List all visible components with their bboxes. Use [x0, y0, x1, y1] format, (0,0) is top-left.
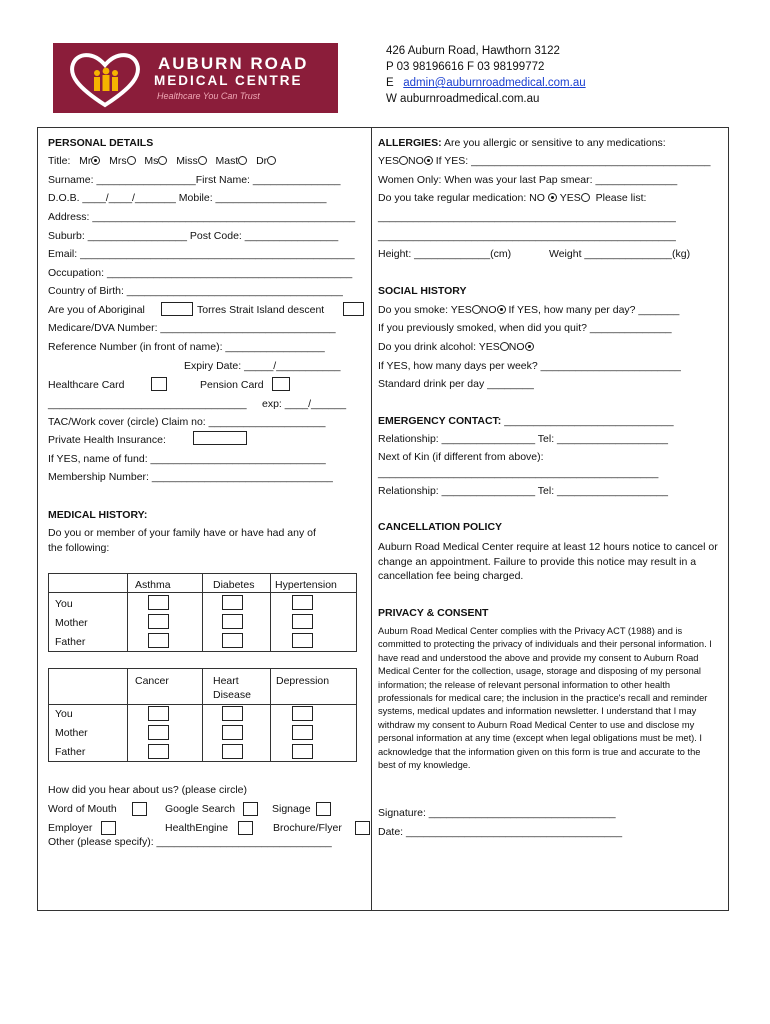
row-mother: Mother [55, 727, 88, 739]
brochure-label: Brochure/Flyer [273, 822, 342, 834]
email-link[interactable]: admin@auburnroadmedical.com.au [403, 77, 586, 89]
allergy-yes-label: YES [378, 155, 400, 167]
contact-web: W auburnroadmedical.com.au [386, 93, 540, 105]
alcohol-no-radio[interactable] [525, 342, 534, 351]
healthengine-checkbox[interactable] [238, 821, 253, 835]
contact-email-row [386, 77, 586, 89]
emergency-heading: EMERGENCY CONTACT: [378, 415, 502, 427]
title-ms-label: Ms [144, 155, 159, 167]
title-miss-label: Miss [176, 155, 198, 167]
smoke-row [378, 304, 679, 316]
table1-col-rule [127, 573, 128, 652]
medical-question-line2: the following: [48, 542, 110, 554]
torres-label: Torres Strait Island descent [197, 304, 325, 316]
medication-yes-label: YES [559, 192, 581, 204]
alcohol-row [378, 341, 534, 353]
row-father: Father [55, 636, 86, 648]
suburb-field[interactable]: Suburb: _________________ Post Code: ________________ [48, 230, 339, 242]
allergy-no-label: NO [408, 155, 424, 167]
allergies-question: Are you allergic or sensitive to any medications: [443, 137, 666, 149]
signage-label: Signage [272, 803, 311, 815]
quit-field[interactable]: If you previously smoked, when did you quit? ______________ [378, 322, 672, 334]
heart-mother-checkbox[interactable] [222, 725, 243, 740]
google-search-label: Google Search [165, 803, 236, 815]
hypertension-father-checkbox[interactable] [292, 633, 313, 648]
medication-yes-radio[interactable] [581, 193, 590, 202]
logo-tagline: Healthcare You Can Trust [157, 91, 260, 101]
relationship2-field[interactable]: Relationship: ________________ Tel: ___________________ [378, 485, 668, 497]
occupation-field[interactable]: Occupation: __________________________________________ [48, 267, 353, 279]
hypertension-you-checkbox[interactable] [292, 595, 313, 610]
standard-drink-field[interactable]: Standard drink per day ________ [378, 378, 534, 390]
cancer-mother-checkbox[interactable] [148, 725, 169, 740]
cancellation-heading: CANCELLATION POLICY [378, 521, 503, 533]
title-dr-radio[interactable] [267, 156, 276, 165]
surname-field[interactable]: Surname: _________________First Name: _______________ [48, 174, 341, 186]
email-field[interactable]: Email: _______________________________________________ [48, 248, 355, 260]
contact-phone-fax: P 03 98196616 F 03 98199772 [386, 61, 545, 73]
smoke-how-many-field[interactable]: If YES, how many per day? _______ [508, 304, 680, 316]
asthma-mother-checkbox[interactable] [148, 614, 169, 629]
col-diabetes: Diabetes [213, 579, 255, 591]
title-label: Title: [48, 155, 71, 167]
torres-checkbox[interactable] [343, 302, 364, 316]
email-prefix: E [386, 77, 394, 89]
row-you: You [55, 708, 73, 720]
word-of-mouth-label: Word of Mouth [48, 803, 117, 815]
col-disease: Disease [213, 689, 251, 701]
clinic-logo [53, 43, 338, 113]
title-miss-radio[interactable] [198, 156, 207, 165]
height-field[interactable]: Height: _____________(cm) [378, 248, 512, 260]
hypertension-mother-checkbox[interactable] [292, 614, 313, 629]
allergy-yes-radio[interactable] [399, 156, 408, 165]
brochure-checkbox[interactable] [355, 821, 370, 835]
allergies-row [378, 137, 666, 149]
signage-checkbox[interactable] [316, 802, 331, 816]
emergency-field[interactable]: _____________________________ [504, 415, 674, 427]
privacy-text: Auburn Road Medical Center complies with the Privacy ACT (1988) and is committed to protecting the privacy of individuals and their personal information. I have read and understood the above and provide my consent to Auburn Road Medical Center for the collection, usage, storage and disposing of my personal information; the release of relevant personal information to other health professionals for medical care; the inclusion in the practice's recall and reminder systems, medical updates and information newsletter. I understand that I may withdraw my consent to Auburn Road Medical Center to use and disclose my personal information at any time (except when legal obligations must be met). I acknowledge that the information given on this form is true and accurate to the best of my knowledge. [378, 626, 712, 771]
diabetes-father-checkbox[interactable] [222, 633, 243, 648]
row-mother: Mother [55, 617, 88, 629]
hear-question: How did you hear about us? (please circle) [48, 784, 248, 796]
diabetes-mother-checkbox[interactable] [222, 614, 243, 629]
contact-address: 426 Auburn Road, Hawthorn 3122 [386, 45, 560, 57]
private-insurance-label: Private Health Insurance: [48, 434, 166, 446]
alcohol-label: Do you drink alcohol: YES [378, 341, 500, 353]
medication-label: Do you take regular medication: NO [378, 192, 545, 204]
weight-field[interactable]: Weight _______________(kg) [549, 248, 691, 260]
medication-no-radio[interactable] [548, 193, 557, 202]
smoke-no-radio[interactable] [497, 305, 506, 314]
col-asthma: Asthma [135, 579, 171, 591]
cancellation-text: Auburn Road Medical Center require at least 12 hours notice to cancel or change an appointment. Failure to provide this notice may result in a cancellation fee being charged. [378, 541, 718, 582]
pap-smear-field[interactable]: Women Only: When was your last Pap smear: ______________ [378, 174, 678, 186]
smoke-label: Do you smoke: YES [378, 304, 472, 316]
next-of-kin-line[interactable]: ________________________________________________ [378, 467, 659, 479]
employer-checkbox[interactable] [101, 821, 116, 835]
medication-list-line[interactable]: ___________________________________________________ [378, 230, 676, 242]
allergies-heading: ALLERGIES: [378, 137, 442, 149]
medical-question-line1: Do you or member of your family have or have had any of [48, 527, 316, 539]
please-list-label: Please list: [595, 192, 647, 204]
title-mrs-label: Mrs [109, 155, 127, 167]
title-mast-radio[interactable] [238, 156, 247, 165]
depression-father-checkbox[interactable] [292, 744, 313, 759]
pension-card-checkbox[interactable] [272, 377, 290, 391]
medicare-field[interactable]: Medicare/DVA Number: ______________________________ [48, 322, 336, 334]
table2-col-rule [127, 668, 128, 762]
heart-you-checkbox[interactable] [222, 706, 243, 721]
private-insurance-box[interactable] [193, 431, 247, 445]
column-divider [371, 127, 372, 911]
title-mrs-radio[interactable] [127, 156, 136, 165]
emergency-row [378, 415, 674, 427]
aboriginal-label: Are you of Aboriginal [48, 304, 145, 316]
tac-field[interactable]: TAC/Work cover (circle) Claim no: ____________________ [48, 416, 326, 428]
card-exp-field[interactable]: exp: ____/______ [262, 398, 347, 410]
logo-line2: MEDICAL CENTRE [154, 73, 303, 88]
title-mr-label: Mr [79, 155, 92, 167]
pension-card-label: Pension Card [200, 379, 264, 391]
other-field[interactable]: Other (please specify): ______________________________ [48, 836, 332, 848]
reference-field[interactable]: Reference Number (in front of name): _________________ [48, 341, 325, 353]
cancer-father-checkbox[interactable] [148, 744, 169, 759]
personal-details-heading: PERSONAL DETAILS [48, 137, 154, 149]
cancer-you-checkbox[interactable] [148, 706, 169, 721]
privacy-heading: PRIVACY & CONSENT [378, 607, 489, 619]
depression-you-checkbox[interactable] [292, 706, 313, 721]
col-heart: Heart [213, 675, 239, 687]
title-row [48, 155, 276, 167]
dob-field[interactable]: D.O.B. ____/____/_______ Mobile: ___________________ [48, 192, 327, 204]
table2-col-rule [202, 668, 203, 762]
title-dr-label: Dr [256, 155, 268, 167]
logo-line1: AUBURN ROAD [158, 54, 309, 73]
title-mr-radio[interactable] [91, 156, 100, 165]
days-per-week-field[interactable]: If YES, how many days per week? ________________________ [378, 360, 681, 372]
fund-field[interactable]: If YES, name of fund: ______________________________ [48, 453, 326, 465]
table2-col-rule [270, 668, 271, 762]
asthma-you-checkbox[interactable] [148, 595, 169, 610]
row-father: Father [55, 746, 86, 758]
medication-row [378, 192, 646, 204]
signature-field[interactable]: Signature: ________________________________ [378, 807, 616, 819]
table1-col-rule [202, 573, 203, 652]
google-search-checkbox[interactable] [243, 802, 258, 816]
membership-field[interactable]: Membership Number: _______________________________ [48, 471, 333, 483]
diabetes-you-checkbox[interactable] [222, 595, 243, 610]
alcohol-no-label: NO [508, 341, 525, 353]
table1-col-rule [270, 573, 271, 652]
healthcare-card-checkbox[interactable] [151, 377, 167, 391]
medical-history-heading: MEDICAL HISTORY: [48, 509, 148, 521]
medication-list-line[interactable]: ___________________________________________________ [378, 211, 676, 223]
aboriginal-checkbox[interactable] [161, 302, 193, 316]
employer-label: Employer [48, 822, 93, 834]
expiry-field[interactable]: Expiry Date: _____/___________ [184, 360, 341, 372]
allergy-no-radio[interactable] [424, 156, 433, 165]
smoke-no-label: NO [480, 304, 497, 316]
heart-logo-icon [67, 49, 143, 109]
word-of-mouth-checkbox[interactable] [132, 802, 147, 816]
col-depression: Depression [276, 675, 330, 687]
col-hypertension: Hypertension [275, 579, 337, 591]
card-number-line[interactable]: __________________________________ [48, 398, 247, 410]
allergy-ifyes-field[interactable]: If YES: _________________________________________ [435, 155, 711, 167]
row-you: You [55, 598, 73, 610]
title-ms-radio[interactable] [158, 156, 167, 165]
healthcare-card-label: Healthcare Card [48, 379, 125, 391]
country-field[interactable]: Country of Birth: _____________________________________ [48, 285, 343, 297]
social-history-heading: SOCIAL HISTORY [378, 285, 467, 297]
col-cancer: Cancer [135, 675, 169, 687]
alcohol-yes-radio[interactable] [500, 342, 509, 351]
allergies-answer-row [378, 155, 711, 167]
relationship-field[interactable]: Relationship: ________________ Tel: ___________________ [378, 433, 668, 445]
title-mast-label: Mast [215, 155, 239, 167]
next-of-kin-label: Next of Kin (if different from above): [378, 451, 544, 463]
healthengine-label: HealthEngine [165, 822, 229, 834]
depression-mother-checkbox[interactable] [292, 725, 313, 740]
address-field[interactable]: Address: _____________________________________________ [48, 211, 356, 223]
asthma-father-checkbox[interactable] [148, 633, 169, 648]
date-field[interactable]: Date: _____________________________________ [378, 826, 623, 838]
heart-father-checkbox[interactable] [222, 744, 243, 759]
smoke-yes-radio[interactable] [472, 305, 481, 314]
